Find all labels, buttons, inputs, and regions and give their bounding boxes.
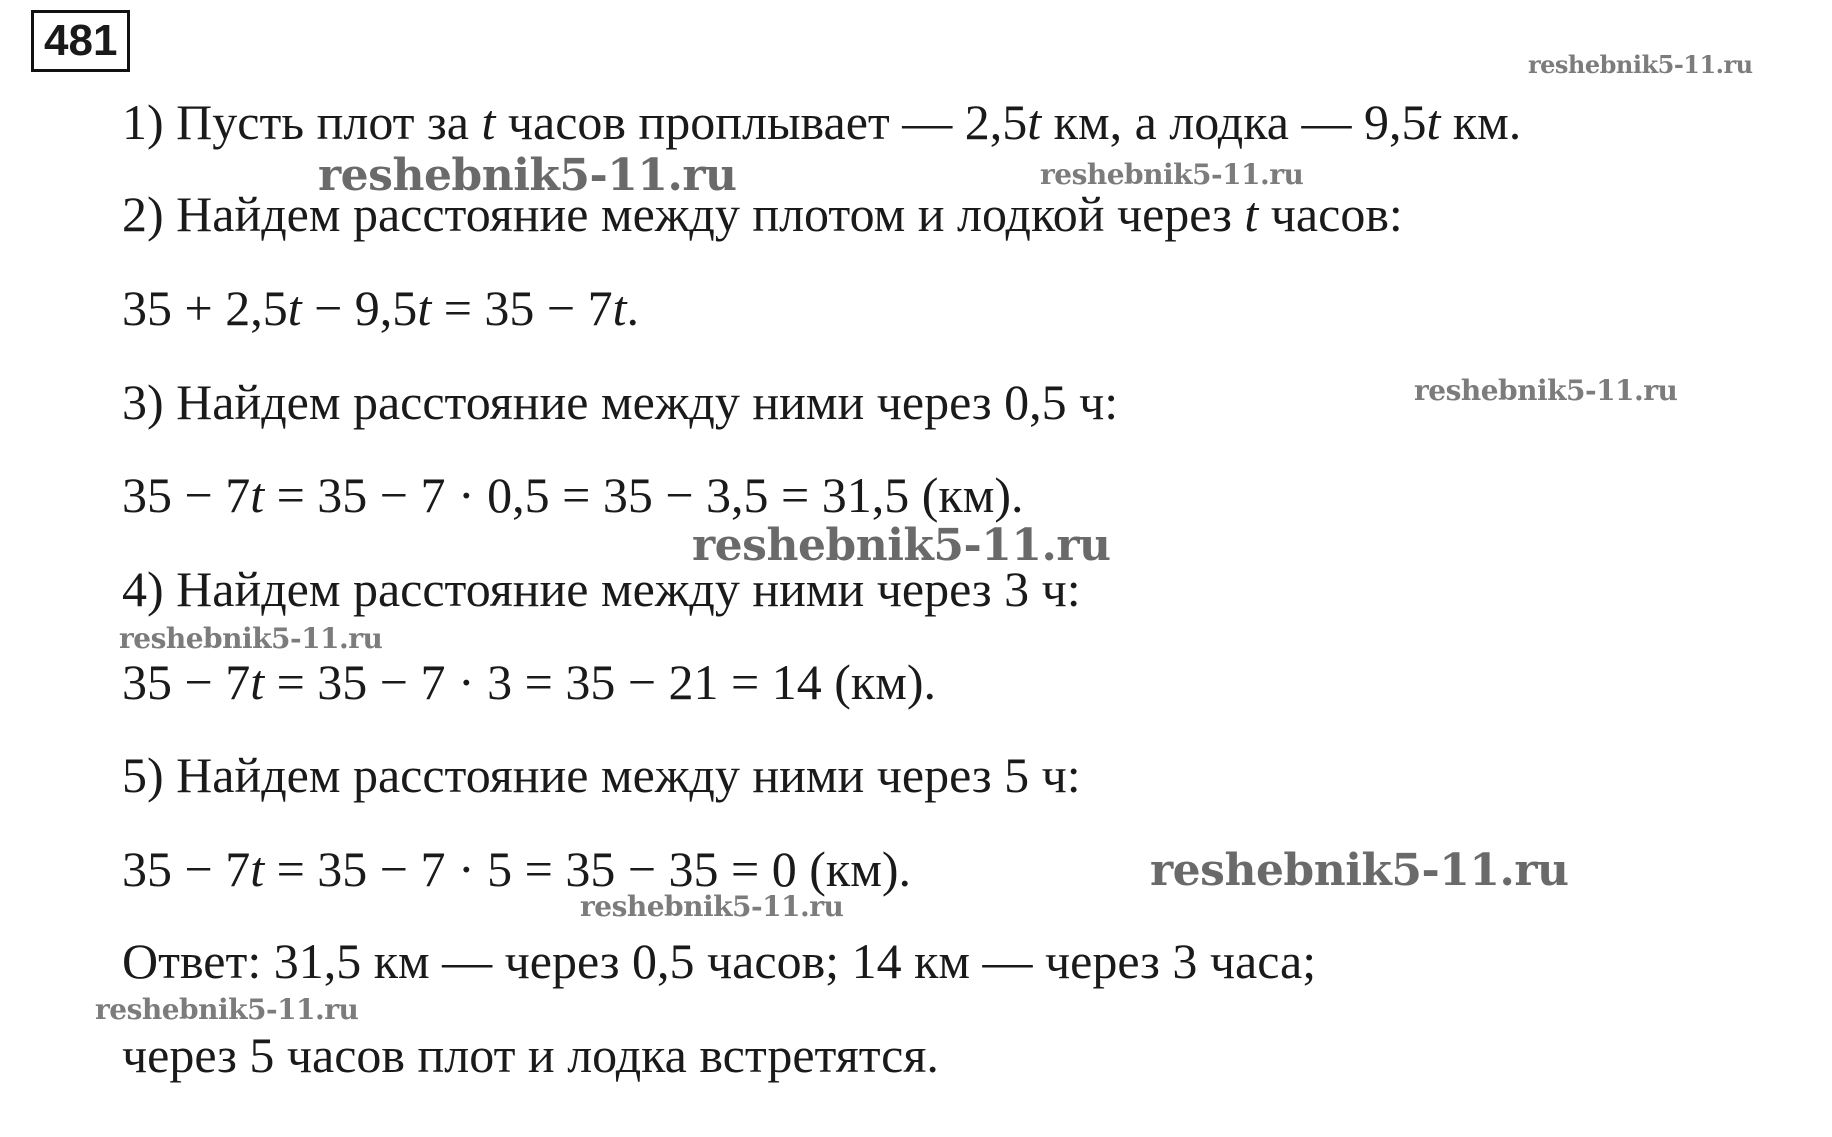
text-segment: 35 + 2,5: [122, 280, 288, 336]
variable-t: t: [250, 841, 265, 897]
text-segment: км, а лодка — 9,5: [1041, 94, 1427, 150]
watermark: reshebnik5-11.ru: [1040, 158, 1304, 191]
solution-line-8: [122, 745, 1081, 805]
text-segment: = 35 − 7 · 0,5 = 35 − 3,5 = 31,5 (км).: [264, 467, 1024, 523]
answer-line-2: [122, 1025, 939, 1085]
answer-line-1: [122, 931, 1316, 991]
variable-t: t: [1244, 186, 1259, 242]
problem-number: 481: [31, 10, 130, 72]
text-segment: = 35 − 7: [431, 280, 613, 336]
text-segment: = 35 − 7 · 3 = 35 − 21 = 14 (км).: [264, 654, 936, 710]
watermark: reshebnik5-11.ru: [318, 150, 737, 201]
solution-line-3: [122, 278, 639, 338]
variable-t: t: [1426, 94, 1441, 150]
variable-t: t: [1027, 94, 1042, 150]
solution-line-1: [122, 92, 1521, 152]
text-segment: 1) Пусть плот за: [122, 94, 482, 150]
solution-line-5: [122, 465, 1023, 525]
watermark: reshebnik5-11.ru: [119, 622, 383, 655]
text-segment: Ответ: 31,5 км — через 0,5 часов; 14 км — через 3 часа;: [122, 933, 1317, 989]
text-segment: = 35 − 7 · 5 = 35 − 35 = 0 (км).: [264, 841, 911, 897]
watermark: reshebnik5-11.ru: [95, 993, 359, 1026]
solution-line-2: [122, 184, 1403, 244]
text-segment: 35 − 7: [122, 467, 251, 523]
text-segment: км.: [1440, 94, 1522, 150]
watermark: reshebnik5-11.ru: [692, 520, 1111, 571]
text-segment: часов:: [1258, 186, 1403, 242]
text-segment: 5) Найдем расстояние между ними через 5 ч:: [122, 747, 1081, 803]
text-segment: 3) Найдем расстояние между ними через 0,5 ч:: [122, 374, 1119, 430]
variable-t: t: [417, 280, 432, 336]
solution-line-4: [122, 372, 1118, 432]
text-segment: 4) Найдем расстояние между ними через 3 ч:: [122, 561, 1081, 617]
text-segment: − 9,5: [301, 280, 418, 336]
text-segment: 35 − 7: [122, 654, 251, 710]
text-segment: 35 − 7: [122, 841, 251, 897]
solution-line-7: [122, 652, 936, 712]
text-segment: .: [626, 280, 640, 336]
variable-t: t: [481, 94, 496, 150]
variable-t: t: [250, 654, 265, 710]
variable-t: t: [287, 280, 302, 336]
text-segment: 2) Найдем расстояние между плотом и лодкой через: [122, 186, 1245, 242]
text-segment: через 5 часов плот и лодка встретятся.: [122, 1027, 939, 1083]
watermark: reshebnik5-11.ru: [580, 890, 844, 923]
variable-t: t: [250, 467, 265, 523]
text-segment: часов проплывает — 2,5: [495, 94, 1028, 150]
watermark: reshebnik5-11.ru: [1150, 845, 1569, 896]
watermark: reshebnik5-11.ru: [1528, 50, 1753, 79]
watermark: reshebnik5-11.ru: [1414, 374, 1678, 407]
variable-t: t: [612, 280, 627, 336]
